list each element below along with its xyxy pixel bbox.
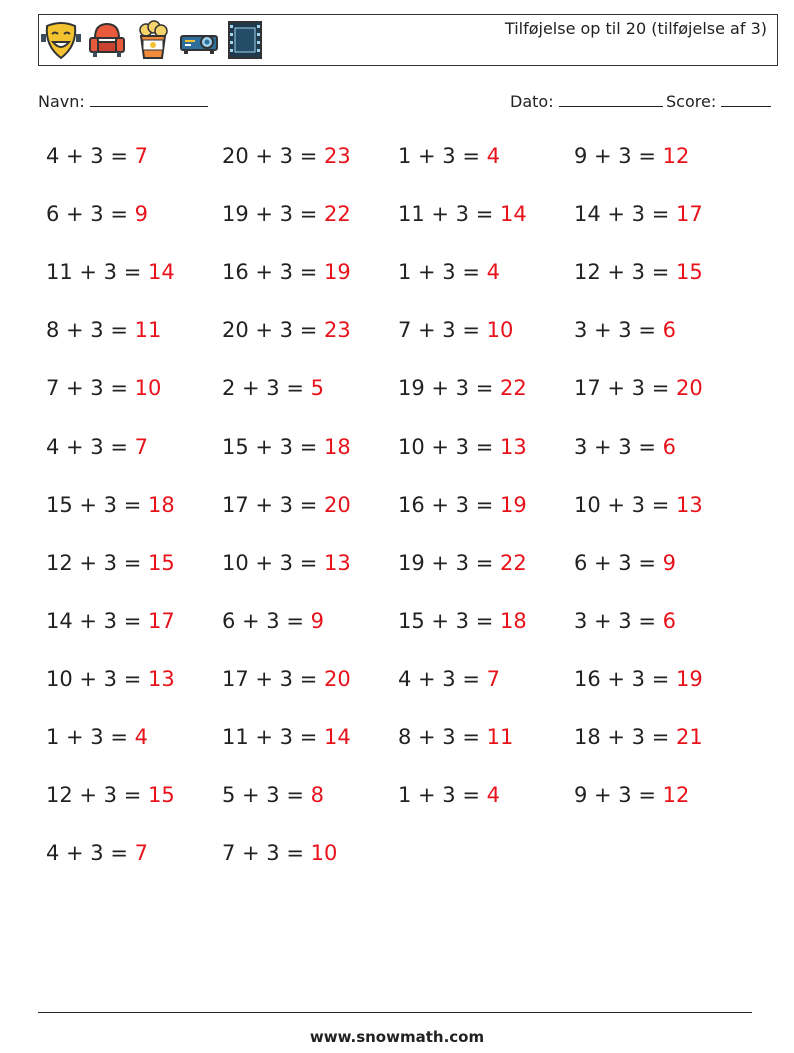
problem-item bbox=[574, 667, 703, 691]
problem-answer: 10 bbox=[134, 376, 162, 401]
problem-item bbox=[398, 260, 500, 284]
problem-item bbox=[574, 493, 703, 517]
problem-answer: 13 bbox=[148, 666, 175, 691]
problem-answer: 4 bbox=[486, 144, 501, 168]
problem-question: 6 + 3 = bbox=[46, 202, 128, 227]
problem-item bbox=[574, 609, 676, 633]
problem-question: 10 + 3 = bbox=[574, 492, 670, 517]
problem-question: 5 + 3 = bbox=[222, 783, 304, 808]
problem-question: 4 + 3 = bbox=[46, 144, 128, 168]
problem-question: 17 + 3 = bbox=[222, 492, 318, 517]
problem-question: 7 + 3 = bbox=[398, 318, 480, 343]
problem-question: 1 + 3 = bbox=[398, 783, 480, 808]
problem-answer: 14 bbox=[500, 202, 527, 227]
problem-answer: 7 bbox=[134, 144, 149, 168]
problem-question: 3 + 3 = bbox=[574, 318, 656, 343]
problem-answer: 15 bbox=[148, 550, 175, 575]
problem-answer: 18 bbox=[324, 434, 351, 459]
theater-mask-icon bbox=[41, 18, 81, 62]
problem-question: 16 + 3 = bbox=[574, 666, 670, 691]
problem-answer: 20 bbox=[324, 492, 351, 517]
problem-question: 15 + 3 = bbox=[46, 492, 142, 517]
problem-question: 7 + 3 = bbox=[46, 376, 128, 401]
problem-answer: 19 bbox=[500, 492, 527, 517]
problem-item bbox=[46, 318, 161, 342]
problem-question: 10 + 3 = bbox=[398, 434, 494, 459]
problem-item bbox=[222, 667, 351, 691]
score-field bbox=[666, 92, 771, 111]
problem-item bbox=[398, 435, 527, 459]
problem-question: 19 + 3 = bbox=[398, 550, 494, 575]
problem-item bbox=[222, 318, 351, 342]
problem-item bbox=[222, 841, 337, 865]
problem-answer: 15 bbox=[676, 260, 703, 285]
problem-item bbox=[46, 202, 148, 226]
problem-item bbox=[222, 551, 351, 575]
date-label: Dato: bbox=[510, 92, 554, 111]
problem-item bbox=[398, 783, 500, 807]
worksheet-title: Tilføjelse op til 20 (tilføjelse af 3) bbox=[504, 19, 767, 38]
problem-answer: 10 bbox=[486, 318, 514, 343]
problem-question: 4 + 3 = bbox=[398, 666, 480, 691]
footer-divider bbox=[38, 1012, 752, 1013]
problem-question: 4 + 3 = bbox=[46, 841, 128, 866]
problem-item bbox=[398, 318, 513, 342]
score-label: Score: bbox=[666, 92, 717, 111]
problem-item bbox=[46, 783, 175, 807]
problem-item bbox=[222, 376, 324, 400]
problem-item bbox=[574, 725, 703, 749]
problem-item bbox=[398, 144, 500, 168]
problem-item bbox=[398, 667, 500, 691]
problem-question: 16 + 3 = bbox=[222, 260, 318, 285]
film-strip-icon bbox=[225, 18, 265, 62]
problem-answer: 23 bbox=[324, 318, 351, 343]
problem-item bbox=[574, 260, 703, 284]
problem-question: 1 + 3 = bbox=[398, 144, 480, 168]
problem-answer: 12 bbox=[662, 144, 690, 168]
score-blank[interactable] bbox=[721, 92, 771, 107]
problem-item bbox=[398, 551, 527, 575]
name-blank[interactable] bbox=[90, 92, 208, 107]
problem-answer: 13 bbox=[324, 550, 351, 575]
problem-answer: 17 bbox=[148, 608, 175, 633]
problem-answer: 4 bbox=[486, 783, 501, 808]
problem-answer: 4 bbox=[486, 260, 501, 285]
problem-item bbox=[46, 260, 175, 284]
problem-answer: 19 bbox=[676, 666, 703, 691]
problem-answer: 19 bbox=[324, 260, 351, 285]
footer-url: www.snowmath.com bbox=[309, 1028, 485, 1046]
problem-question: 20 + 3 = bbox=[222, 144, 318, 168]
problem-answer: 9 bbox=[662, 550, 677, 575]
problem-question: 2 + 3 = bbox=[222, 376, 304, 401]
problem-item bbox=[222, 144, 351, 168]
problem-answer: 7 bbox=[134, 841, 149, 866]
problem-item bbox=[574, 376, 703, 400]
problem-answer: 5 bbox=[310, 376, 325, 401]
problem-question: 11 + 3 = bbox=[398, 202, 494, 227]
problem-question: 16 + 3 = bbox=[398, 492, 494, 517]
problem-question: 19 + 3 = bbox=[398, 376, 494, 401]
problem-item bbox=[398, 725, 513, 749]
problem-answer: 15 bbox=[148, 783, 175, 808]
problem-question: 7 + 3 = bbox=[222, 841, 304, 866]
problem-question: 4 + 3 = bbox=[46, 434, 128, 459]
problem-item bbox=[222, 725, 351, 749]
popcorn-icon bbox=[133, 18, 173, 62]
problem-question: 10 + 3 = bbox=[222, 550, 318, 575]
problem-question: 12 + 3 = bbox=[46, 550, 142, 575]
problem-item bbox=[574, 783, 689, 807]
problem-question: 14 + 3 = bbox=[46, 608, 142, 633]
problem-item bbox=[222, 260, 351, 284]
problem-item bbox=[46, 667, 175, 691]
problem-item bbox=[46, 841, 148, 865]
problem-item bbox=[398, 493, 527, 517]
problem-answer: 14 bbox=[324, 725, 351, 749]
problem-item bbox=[222, 435, 351, 459]
problem-question: 12 + 3 = bbox=[574, 260, 670, 285]
problem-answer: 6 bbox=[662, 434, 677, 459]
problem-question: 18 + 3 = bbox=[574, 725, 670, 749]
problem-item bbox=[46, 551, 175, 575]
date-blank[interactable] bbox=[559, 92, 663, 107]
problem-answer: 9 bbox=[310, 608, 325, 633]
problem-answer: 18 bbox=[148, 492, 175, 517]
problem-answer: 18 bbox=[500, 608, 527, 633]
armchair-icon bbox=[87, 18, 127, 62]
problem-question: 17 + 3 = bbox=[574, 376, 670, 401]
problem-item bbox=[222, 202, 351, 226]
problem-answer: 4 bbox=[134, 725, 149, 749]
problem-question: 11 + 3 = bbox=[222, 725, 318, 749]
problem-item bbox=[222, 783, 324, 807]
problem-item bbox=[398, 609, 527, 633]
problem-question: 3 + 3 = bbox=[574, 608, 656, 633]
problem-answer: 13 bbox=[500, 434, 527, 459]
problem-answer: 22 bbox=[500, 550, 527, 575]
problem-answer: 14 bbox=[148, 260, 175, 285]
problem-question: 17 + 3 = bbox=[222, 666, 318, 691]
problem-item bbox=[46, 609, 175, 633]
problem-answer: 8 bbox=[310, 783, 325, 808]
problem-answer: 7 bbox=[134, 434, 149, 459]
problem-answer: 10 bbox=[310, 841, 338, 866]
problem-answer: 23 bbox=[324, 144, 351, 168]
problem-question: 8 + 3 = bbox=[398, 725, 480, 749]
problem-question: 20 + 3 = bbox=[222, 318, 318, 343]
problem-question: 1 + 3 = bbox=[398, 260, 480, 285]
problem-item bbox=[574, 435, 676, 459]
name-label: Navn: bbox=[38, 92, 85, 111]
problem-answer: 21 bbox=[676, 725, 703, 749]
date-field bbox=[510, 92, 663, 111]
problem-answer: 6 bbox=[662, 608, 677, 633]
projector-icon bbox=[179, 18, 219, 62]
problem-answer: 20 bbox=[676, 376, 703, 401]
problem-item bbox=[574, 318, 676, 342]
problem-answer: 22 bbox=[324, 202, 351, 227]
name-field bbox=[38, 92, 208, 111]
problem-question: 1 + 3 = bbox=[46, 725, 128, 749]
problem-answer: 17 bbox=[676, 202, 703, 227]
problem-question: 15 + 3 = bbox=[398, 608, 494, 633]
problem-question: 19 + 3 = bbox=[222, 202, 318, 227]
problem-item bbox=[46, 435, 148, 459]
problem-question: 8 + 3 = bbox=[46, 318, 128, 343]
problem-answer: 11 bbox=[486, 725, 514, 749]
worksheet-header bbox=[38, 14, 778, 66]
problem-question: 6 + 3 = bbox=[222, 608, 304, 633]
problem-question: 12 + 3 = bbox=[46, 783, 142, 808]
problem-item bbox=[222, 493, 351, 517]
problem-answer: 9 bbox=[134, 202, 149, 227]
problem-question: 3 + 3 = bbox=[574, 434, 656, 459]
problem-question: 14 + 3 = bbox=[574, 202, 670, 227]
problem-answer: 11 bbox=[134, 318, 162, 343]
problem-item bbox=[46, 493, 175, 517]
icon-strip bbox=[41, 18, 265, 62]
problem-item bbox=[574, 202, 703, 226]
problem-item bbox=[574, 551, 676, 575]
problem-answer: 20 bbox=[324, 666, 351, 691]
problem-item bbox=[222, 609, 324, 633]
problem-question: 6 + 3 = bbox=[574, 550, 656, 575]
problem-item bbox=[46, 725, 148, 749]
problem-answer: 7 bbox=[486, 666, 501, 691]
problem-item bbox=[46, 144, 148, 168]
problem-question: 10 + 3 = bbox=[46, 666, 142, 691]
problem-item bbox=[398, 376, 527, 400]
problem-answer: 22 bbox=[500, 376, 527, 401]
problem-question: 9 + 3 = bbox=[574, 783, 656, 808]
problem-item bbox=[46, 376, 161, 400]
problem-question: 11 + 3 = bbox=[46, 260, 142, 285]
problem-question: 9 + 3 = bbox=[574, 144, 656, 168]
problem-question: 15 + 3 = bbox=[222, 434, 318, 459]
problem-answer: 13 bbox=[676, 492, 703, 517]
problem-item bbox=[398, 202, 527, 226]
problem-answer: 6 bbox=[662, 318, 677, 343]
problem-item bbox=[574, 144, 689, 168]
problem-answer: 12 bbox=[662, 783, 690, 808]
